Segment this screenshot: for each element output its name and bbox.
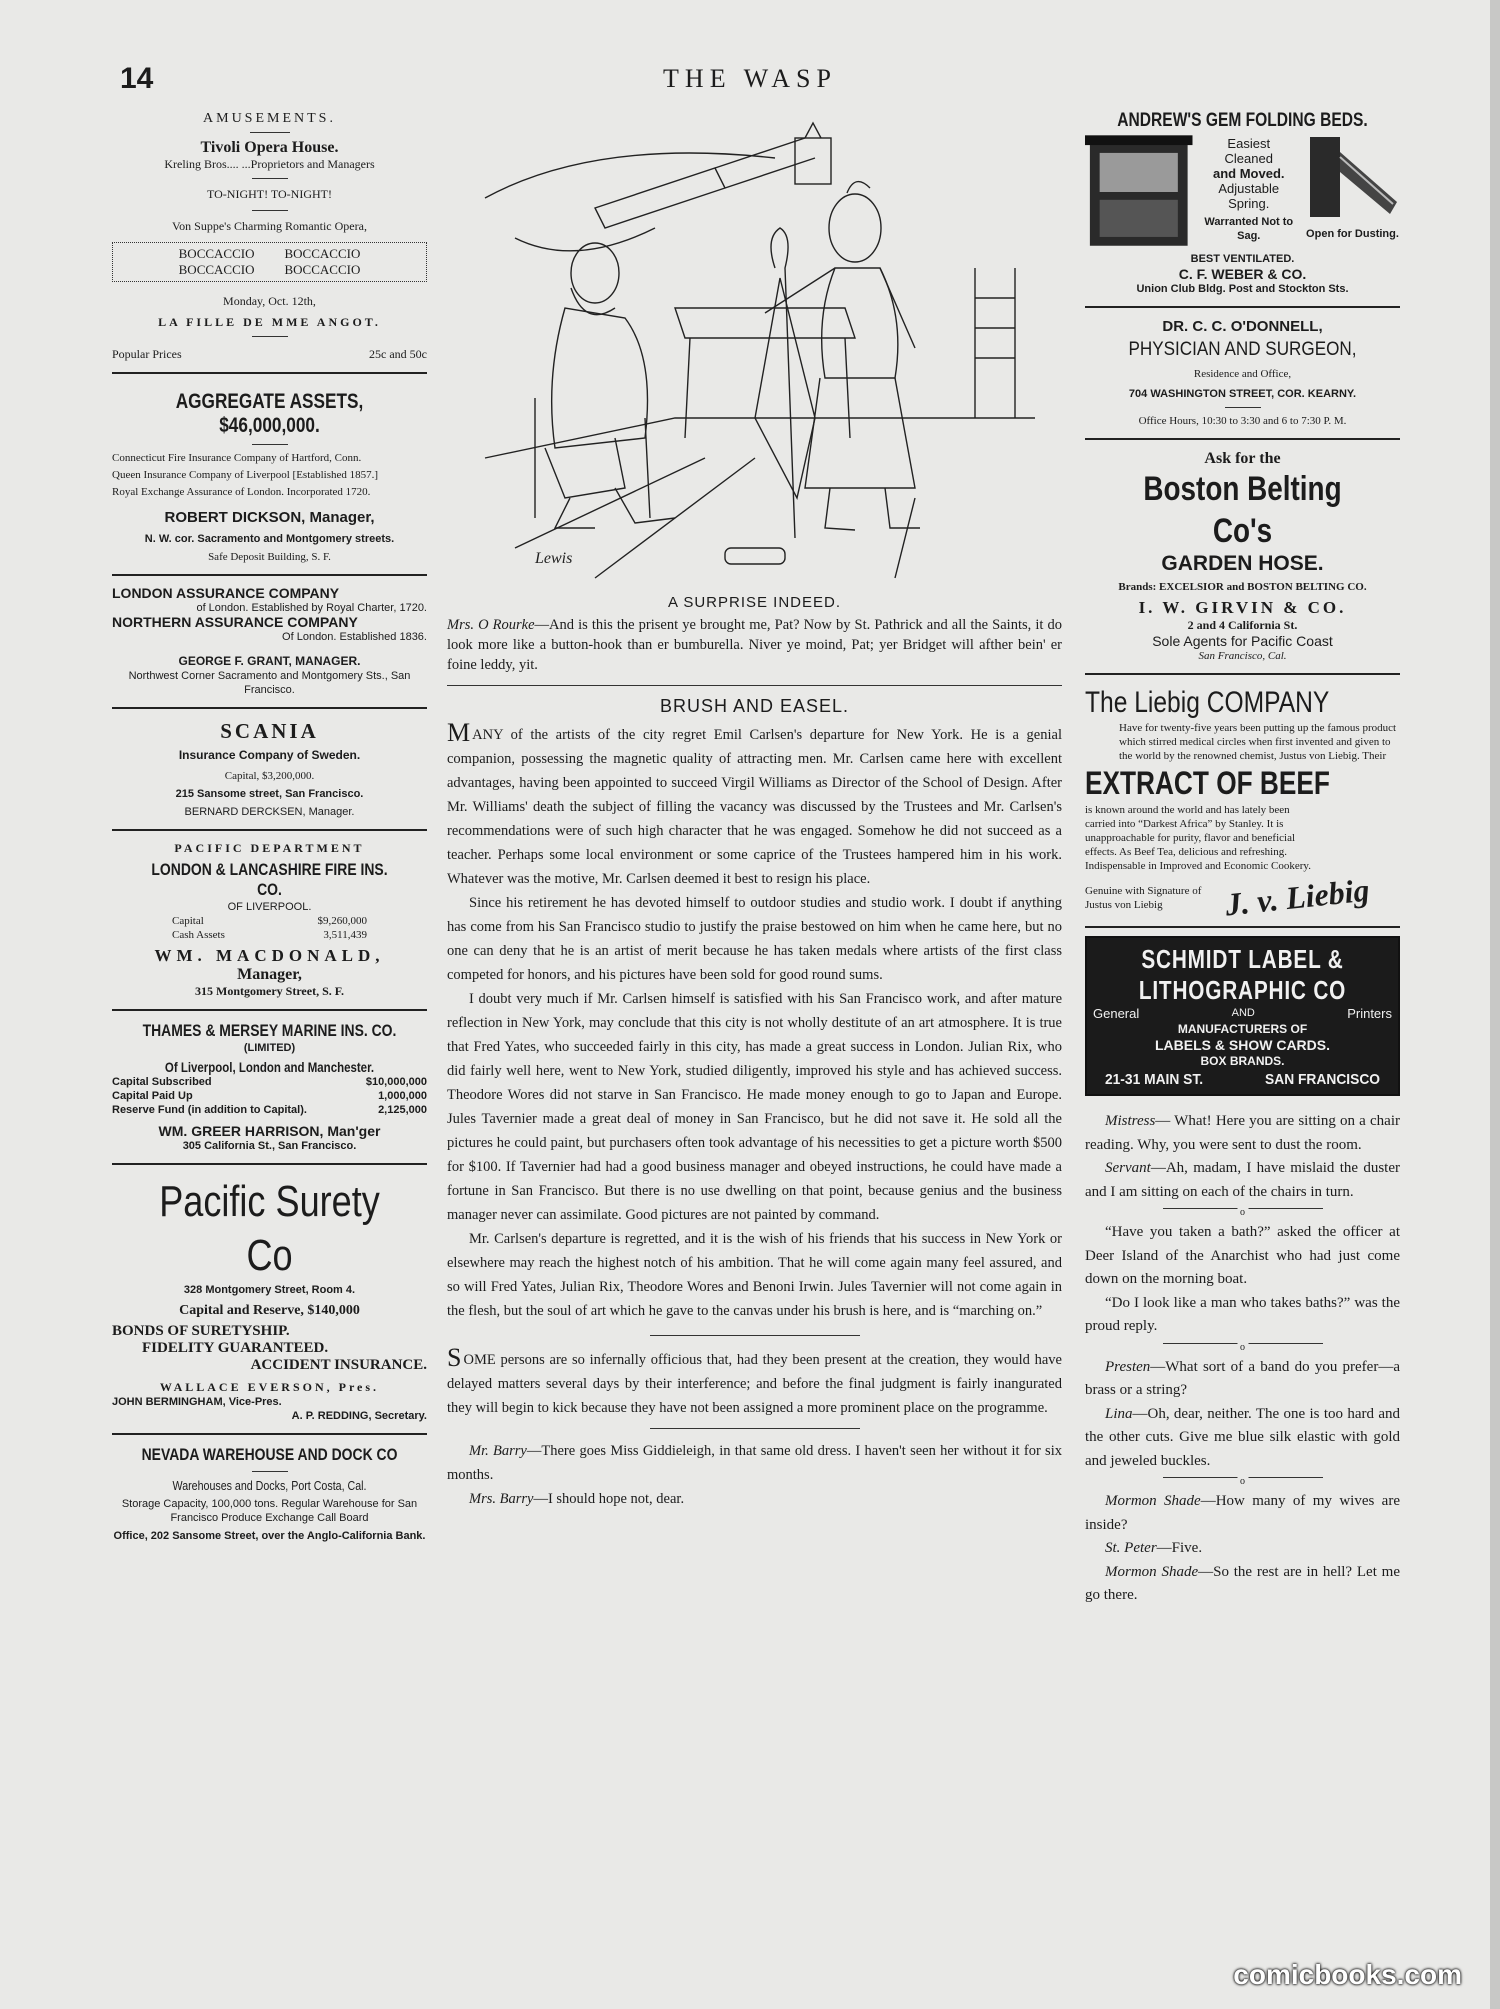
lancashire-address: 315 Montgomery Street, S. F. xyxy=(195,984,344,998)
northern-line2: Of London. Established 1836. xyxy=(282,631,427,643)
cabinet-bed-icon xyxy=(1085,132,1193,252)
lancashire-of: OF LIVERPOOL. xyxy=(227,901,312,913)
caption-text: —And is this the prisent ye brought me, Pat? Now by St. Pathrick and all the Saints, it do look more like a button-hook than er bumburella. Niver ye moind, Pat; yer Bridget will afther bein' er foine leddy, yit. xyxy=(447,617,1062,673)
middle-column xyxy=(447,108,1062,1511)
article-paragraph-4: Mr. Carlsen's departure is regretted, and it is the wish of his friends that his success in New York or elsewhere may reach the highest notch of his ambition. That he will come again many feel assured, and so will Fred Yates, Julian Rix, Theodore Wores and Benoni Irwin. Jules Tavernier will not come again in the flesh, but the soul of art which he gave to the canvas under his brush is here, and is “marching on.” xyxy=(447,1231,1062,1319)
nevada-office: Office, 202 Sansome Street, over the Anglo-California Bank. xyxy=(113,1530,426,1542)
litho-address: 21-31 MAIN ST. xyxy=(1104,1071,1204,1088)
belting-name: Boston Belting Co's xyxy=(1143,470,1342,550)
liebig-signature-row xyxy=(1085,871,1400,923)
open-bed-icon xyxy=(1305,132,1400,222)
assets-label: Cash Assets xyxy=(172,929,225,941)
feature-moved: and Moved. xyxy=(1212,166,1285,181)
capital-label: Capital xyxy=(172,915,204,927)
belting-agent: I. W. GIRVIN & CO. xyxy=(1138,598,1347,617)
peter-speaker: St. Peter xyxy=(1105,1540,1157,1556)
beds-body xyxy=(1085,132,1400,252)
litho-address-row xyxy=(1105,1071,1380,1088)
joke-peter xyxy=(1085,1537,1400,1561)
thames-row-2 xyxy=(112,1089,427,1103)
page-number: 14 xyxy=(120,62,154,95)
scania-name: SCANIA xyxy=(220,719,319,743)
thames-row-1 xyxy=(112,1075,427,1089)
mormon-speaker-2: Mormon Shade xyxy=(1105,1563,1199,1580)
drop-cap-s: S xyxy=(447,1343,462,1372)
paragraph-1-text: ANY of the artists of the city regret Emil Carlsen's departure for New York. He is a genial companion, possessing the magnetic quality of attracting men. Mr. Carlsen came here with excellent advantages, having been appointed to succeed Virgil Williams as Director of the School of Design. After Mr. Williams' death the subject of filling the vacancy was discussed by the Trustees and Mr. Carlsen's recommendations were of such high character that he was engaged. Somehow he did not succeed as a teacher. Perhaps some local environment or some caprice of the Trustees hampered him in his work. Whatever was the motive, Mr. Carlsen deemed it best to resign his place. xyxy=(447,727,1062,887)
article-paragraph-5 xyxy=(447,1343,1062,1420)
doctor-name: DR. C. C. O'DONNELL, xyxy=(1162,318,1323,335)
belting-ask: Ask for the xyxy=(1204,450,1281,467)
aggregate-address: N. W. cor. Sacramento and Montgomery streets. xyxy=(144,533,395,545)
thames-manager: WM. GREER HARRISON, Man'ger xyxy=(158,1123,381,1139)
page-edge xyxy=(1490,0,1500,2009)
presten-line: —What sort of a band do you prefer—a brass or a string? xyxy=(1085,1358,1400,1398)
pacific-surety-ad xyxy=(112,1173,427,1425)
feature-adjustable: Adjustable xyxy=(1218,181,1280,196)
surety-vp: JOHN BERMINGHAM, Vice-Pres. xyxy=(112,1396,282,1408)
scania-capital: Capital, $3,200,000. xyxy=(224,770,315,782)
mistress-speaker: Mistress xyxy=(1105,1113,1156,1129)
reserve-value: 2,125,000 xyxy=(378,1104,427,1116)
aggregate-heading: AGGREGATE ASSETS, $46,000,000. xyxy=(175,390,364,437)
company-3: Royal Exchange Assurance of London. Incorporated 1720. xyxy=(112,486,371,498)
litho-and: AND xyxy=(1231,1007,1255,1019)
litho-manufacturers: MANUFACTURERS OF xyxy=(1177,1022,1308,1036)
title-a: BOCCACCIO xyxy=(178,246,255,261)
mistress-line: — What! Here you are sitting on a chair reading. Why, you were sent to dust the room. xyxy=(1085,1113,1400,1153)
liebig-text-2: is known around the world and has lately been carried into “Darkest Africa” by Stanley. It is unapproachable for purity, flavor and beneficial effects. As Beef Tea, delicious and refreshing. Indispensable in Improved and Economic Cookery. xyxy=(1085,804,1311,872)
joke-mormon-1 xyxy=(1085,1490,1400,1537)
site-watermark: comicbooks.com xyxy=(1233,1959,1462,1990)
lina-speaker: Lina xyxy=(1105,1405,1133,1422)
scania-ad xyxy=(112,717,427,821)
litho-general: General xyxy=(1093,1006,1140,1021)
lancashire-name: LONDON & LANCASHIRE FIRE INS. CO. xyxy=(151,860,388,899)
liebig-genuine: Genuine with Signature of Justus von Liebig xyxy=(1085,884,1202,911)
schmidt-litho-ad xyxy=(1085,936,1400,1096)
doctor-hours: Office Hours, 10:30 to 3:30 and 6 to 7:30 P. M. xyxy=(1138,415,1347,427)
title-c: BOCCACCIO xyxy=(178,262,255,277)
surety-line-1: BONDS OF SURETYSHIP. xyxy=(112,1323,290,1339)
beds-address: Union Club Bldg. Post and Stockton Sts. xyxy=(1136,283,1349,295)
masthead: THE WASP xyxy=(663,64,837,93)
servant-speaker: Servant xyxy=(1105,1160,1151,1176)
liebig-signature: J. v. Liebig xyxy=(1223,871,1371,923)
belting-city: San Francisco, Cal. xyxy=(1198,650,1287,662)
separator-3 xyxy=(1163,1477,1323,1486)
belting-product: GARDEN HOSE. xyxy=(1161,552,1324,575)
amusements-heading: AMUSEMENTS. xyxy=(203,111,336,126)
jokes-section xyxy=(1085,1110,1400,1608)
title-d: BOCCACCIO xyxy=(284,262,361,277)
drop-cap-m: M xyxy=(447,718,471,747)
scania-address: 215 Sansome street, San Francisco. xyxy=(175,788,364,800)
article-paragraph-1 xyxy=(447,718,1062,891)
mrs-barry-line: —I should hope not, dear. xyxy=(533,1491,685,1507)
scania-manager: BERNARD DERCKSEN, Manager. xyxy=(184,806,355,818)
venue-name: Tivoli Opera House. xyxy=(200,139,339,156)
reserve-label: Reserve Fund (in addition to Capital). xyxy=(112,1104,307,1116)
cartoon-caption xyxy=(447,615,1062,675)
joke-mistress xyxy=(1085,1110,1400,1157)
surety-secretary: A. P. REDDING, Secretary. xyxy=(291,1410,427,1422)
separator-mark-1: o xyxy=(1237,1201,1248,1225)
feature-spring: Spring. xyxy=(1228,196,1270,211)
liebig-product: EXTRACT OF BEEF xyxy=(1085,765,1330,801)
beds-features xyxy=(1193,136,1306,243)
paid-up-label: Capital Paid Up xyxy=(112,1090,193,1102)
subscribed-label: Capital Subscribed xyxy=(112,1076,212,1088)
barry-joke-1 xyxy=(447,1439,1062,1487)
article-paragraph-3: I doubt very much if Mr. Carlsen himself is satisfied with his San Francisco work, and after mature reflection in New York, may conclude that this city is not wholly destitute of an art atmosphere. It is true that Fred Yates, who succeeded fairly in this city, has made a great success in London. Julian Rix, who did fairly well here, went to New York, studied diligently, improved his style and has achieved success. Theodore Wores did not starve in San Francisco. He made money enough to go to Japan and Europe. Jules Tavernier made a great deal of money in San Francisco, but he did not save it. He sold all the pictures he could paint, but purchasers often took advantage of his necessities to get a picture worth $500 for $100. If Tavernier had had a good business manager and obeyed instructions, he could have made a fortune in San Francisco. But there is no use dwelling on that point, because genius and the business manager never can assimilate. Good pictures are not painted by command. xyxy=(447,991,1062,1223)
northern-line: NORTHERN ASSURANCE COMPANY xyxy=(112,614,358,630)
article-brush-and-easel xyxy=(447,718,1062,1511)
beds-vent: BEST VENTILATED. xyxy=(1190,253,1295,265)
london-line1: LONDON ASSURANCE COMPANY xyxy=(112,585,340,601)
nevada-name: NEVADA WAREHOUSE AND DOCK CO xyxy=(141,1445,398,1464)
surety-address: 328 Montgomery Street, Room 4. xyxy=(183,1284,356,1296)
beds-company: C. F. WEBER & CO. xyxy=(1178,266,1307,282)
separator-mark-2: o xyxy=(1237,1336,1248,1360)
doctor-ad xyxy=(1085,316,1400,430)
separator-2 xyxy=(1163,1343,1323,1352)
thames-of: Of Liverpool, London and Manchester. xyxy=(164,1059,375,1075)
london-assurance-ad xyxy=(112,584,427,699)
beds-title: ANDREW'S GEM FOLDING BEDS. xyxy=(1117,110,1368,131)
aggregate-building: Safe Deposit Building, S. F. xyxy=(208,551,331,563)
open-bed-group xyxy=(1305,132,1400,241)
lancashire-capital-row xyxy=(112,914,427,928)
feature-cleaned: Cleaned xyxy=(1224,151,1273,166)
macdonald-title: Manager, xyxy=(237,966,302,983)
paragraph-5-text: OME persons are so infernally officious that, had they been present at the creation, they would have delayed matters several days by their interference; and before the final judgment is fairly inangurated they will begin to kick because they have not been assigned a more prominent place on the programme. xyxy=(447,1352,1062,1416)
nevada-warehouse-ad xyxy=(112,1443,427,1545)
aggregate-assets-ad xyxy=(112,382,427,566)
tonight: TO-NIGHT! TO-NIGHT! xyxy=(207,187,332,201)
peter-line: —Five. xyxy=(1156,1540,1203,1556)
right-column xyxy=(1085,108,1400,1608)
mormon-line-1: —How many of my wives are inside? xyxy=(1085,1493,1400,1533)
london-manager: GEORGE F. GRANT, MANAGER. xyxy=(178,654,361,668)
amusements-ad xyxy=(112,108,427,364)
joke-lina xyxy=(1085,1403,1400,1474)
london-address: Northwest Corner Sacramento and Montgomery Sts., San Francisco. xyxy=(128,670,411,696)
proprietors: Kreling Bros.... ...Proprietors and Managers xyxy=(164,157,375,171)
liebig-ad xyxy=(1085,683,1400,923)
presten-speaker: Presten xyxy=(1105,1358,1151,1375)
feature-open: Open for Dusting. xyxy=(1306,228,1399,240)
prices-row xyxy=(112,347,427,362)
litho-boxes: BOX BRANDS. xyxy=(1200,1054,1285,1068)
cartoon-illustration xyxy=(475,118,1035,588)
litho-labels: LABELS & SHOW CARDS. xyxy=(1155,1037,1330,1053)
thames-mersey-ad xyxy=(112,1019,427,1155)
article-paragraph-2: Since his retirement he has devoted himself to outdoor studies and studio work. I doubt if anything has come from his San Francisco studio to justify the praise bestowed on him when he came here, but no one can deny that he is an artist of merit because he has taken medals where artists of the first class competed for honors, and his pictures have been sold for good round sums. xyxy=(447,895,1062,983)
cartoon-caption-title: A SURPRISE INDEED. xyxy=(667,594,842,611)
macdonald-name: WM. MACDONALD, xyxy=(154,946,385,965)
lina-line: —Oh, dear, neither. The one is too hard and the other cuts. Give me blue silk elastic with gold and jeweled buckles. xyxy=(1085,1405,1400,1469)
opera-title-box xyxy=(112,242,427,282)
opera-desc: Von Suppe's Charming Romantic Opera, xyxy=(172,219,367,233)
mrs-barry-speaker: Mrs. Barry xyxy=(469,1491,534,1507)
barry-line: —There goes Miss Giddieleigh, in that same old dress. I haven't seen her without it for six months. xyxy=(447,1443,1062,1483)
doctor-title: PHYSICIAN AND SURGEON, xyxy=(1128,339,1357,360)
litho-city: SAN FRANCISCO xyxy=(1265,1071,1381,1088)
nevada-storage: Storage Capacity, 100,000 tons. Regular Warehouse for San Francisco Produce Exchange Call Board xyxy=(121,1498,418,1524)
title-b: BOCCACCIO xyxy=(284,246,361,261)
boston-belting-ad xyxy=(1085,448,1400,665)
liebig-text-1: Have for twenty-five years been putting up the famous product which stirred medical circles when first invented and given to the world by the renowned chemist, Justus von Liebig. Their xyxy=(1119,722,1397,762)
surety-name: Pacific Surety Co xyxy=(159,1177,380,1280)
litho-printers: Printers xyxy=(1347,1006,1392,1021)
thames-row-3 xyxy=(112,1103,427,1117)
feature-warranted: Warranted Not to Sag. xyxy=(1204,216,1294,242)
prices-label: Popular Prices xyxy=(112,347,182,361)
separator-1 xyxy=(1163,1208,1323,1217)
belting-address: 2 and 4 California St. xyxy=(1187,618,1298,632)
surety-capital: Capital and Reserve, $140,000 xyxy=(179,1303,360,1318)
mormon-line-2: —So the rest are in hell? Let me go there. xyxy=(1085,1563,1400,1603)
prices-value: 25c and 50c xyxy=(369,347,427,361)
scania-sub: Insurance Company of Sweden. xyxy=(178,748,361,762)
separator-mark-3: o xyxy=(1237,1470,1248,1494)
pacific-department: PACIFIC DEPARTMENT xyxy=(174,841,365,855)
joke-mormon-2 xyxy=(1085,1561,1400,1608)
nevada-sub: Warehouses and Docks, Port Costa, Cal. xyxy=(172,1478,367,1493)
barry-joke-2 xyxy=(447,1487,1062,1511)
surety-line-3: ACCIDENT INSURANCE. xyxy=(250,1357,427,1373)
capital-value: $9,260,000 xyxy=(317,915,367,927)
caption-speaker: Mrs. O Rourke xyxy=(447,617,535,633)
monday-date: Monday, Oct. 12th, xyxy=(223,294,316,308)
belting-brands: Brands: EXCELSIOR and BOSTON BELTING CO. xyxy=(1118,581,1367,593)
artist-signature: Lewis xyxy=(534,550,572,567)
lancashire-assets-row xyxy=(112,928,427,942)
lancashire-ad xyxy=(112,839,427,1001)
liebig-name: The Liebig COMPANY xyxy=(1085,686,1330,719)
mormon-speaker-1: Mormon Shade xyxy=(1105,1493,1201,1509)
surety-president: WALLACE EVERSON, Pres. xyxy=(159,1380,380,1394)
company-2: Queen Insurance Company of Liverpool [Established 1857.] xyxy=(112,469,379,481)
joke-servant xyxy=(1085,1157,1400,1204)
joke-bath-reply: “Do I look like a man who takes baths?” was the proud reply. xyxy=(1085,1294,1400,1334)
aggregate-manager: ROBERT DICKSON, Manager, xyxy=(164,509,375,526)
thames-name: THAMES & MERSEY MARINE INS. CO. xyxy=(142,1021,397,1040)
feature-easiest: Easiest xyxy=(1227,136,1271,151)
next-show: LA FILLE DE MME ANGOT. xyxy=(158,315,381,329)
doctor-address: 704 WASHINGTON STREET, COR. KEARNY. xyxy=(1128,388,1357,400)
servant-line: —Ah, madam, I have mislaid the duster and I am sitting on each of the chairs in turn. xyxy=(1085,1160,1400,1200)
assets-value: 3,511,439 xyxy=(323,929,367,941)
article-title: BRUSH AND EASEL. xyxy=(659,696,850,716)
litho-name: SCHMIDT LABEL & LITHOGRAPHIC CO xyxy=(1138,944,1347,1005)
joke-presten xyxy=(1085,1356,1400,1403)
london-line2: of London. Established by Royal Charter, 1720. xyxy=(196,602,427,614)
folding-beds-ad xyxy=(1085,108,1400,298)
litho-row xyxy=(1093,1006,1392,1021)
left-column xyxy=(112,108,427,1545)
belting-sole: Sole Agents for Pacific Coast xyxy=(1152,633,1333,649)
joke-bath-question: “Have you taken a bath?” asked the officer at Deer Island of the Anarchist who had just come down on the morning boat. xyxy=(1085,1224,1400,1287)
cartoon-drawing xyxy=(475,118,1035,588)
doctor-residence: Residence and Office, xyxy=(1193,368,1292,380)
paid-up-value: 1,000,000 xyxy=(378,1090,427,1102)
subscribed-value: $10,000,000 xyxy=(365,1076,427,1088)
thames-address: 305 California St., San Francisco. xyxy=(182,1140,357,1152)
barry-speaker: Mr. Barry xyxy=(469,1443,527,1459)
surety-line-2: FIDELITY GUARANTEED. xyxy=(142,1340,329,1356)
company-1: Connecticut Fire Insurance Company of Hartford, Conn. xyxy=(112,452,362,464)
thames-limited: (LIMITED) xyxy=(243,1042,296,1054)
